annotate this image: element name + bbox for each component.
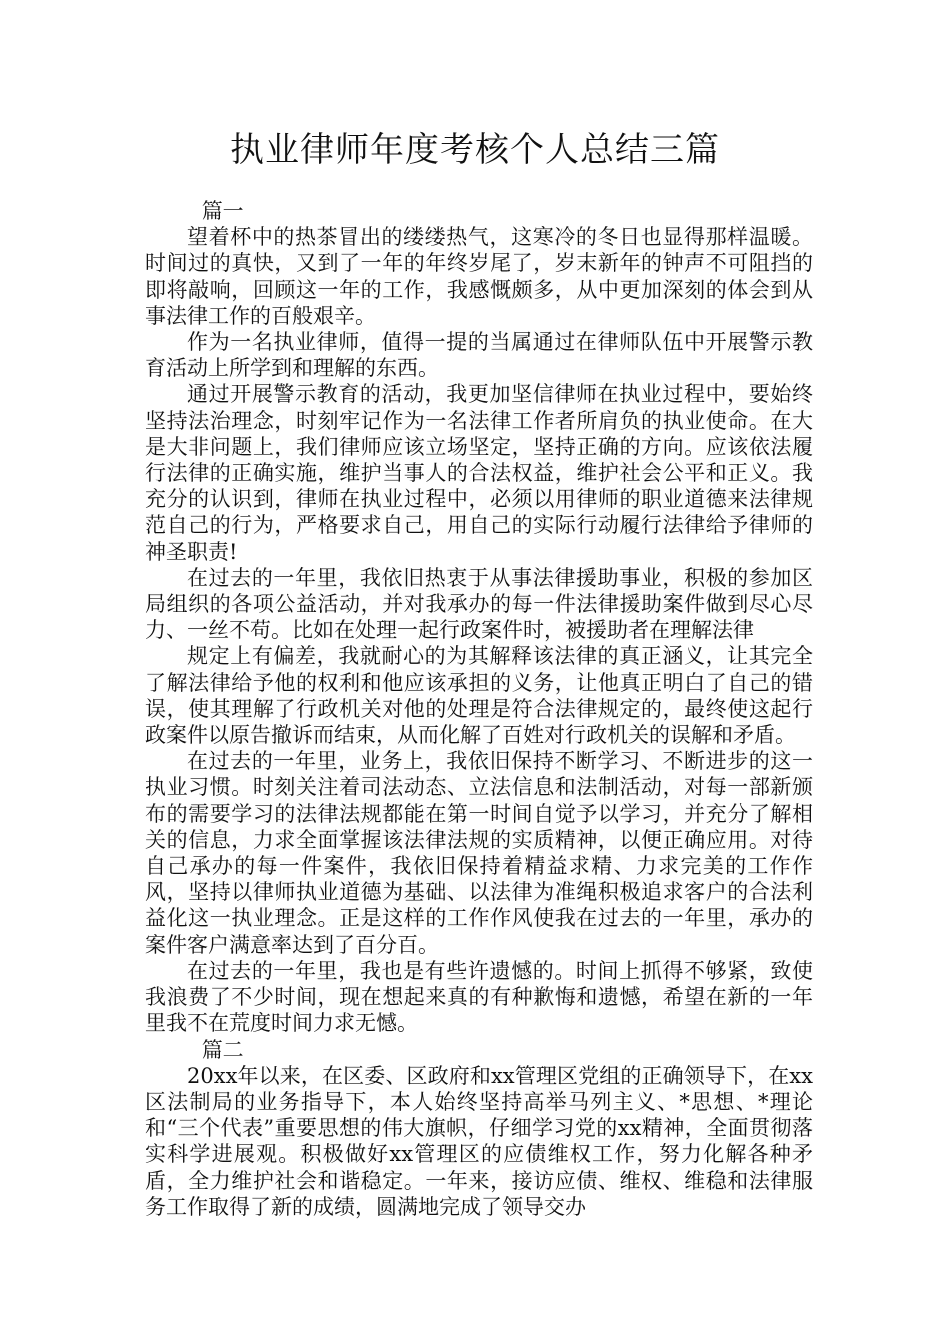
- paragraph: 规定上有偏差，我就耐心的为其解释该法律的真正涵义，让其完全了解法律给予他的权利和他应该承担的义务，让他真正明白了自己的错误，使其理解了行政机关对他的处理是符合法律规定的，最终使这起行政案件以原告撤诉而结束，从而化解了百姓对行政机关的误解和矛盾。: [145, 644, 813, 748]
- paragraph: 在过去的一年里，业务上，我依旧保持不断学习、不断进步的这一执业习惯。时刻关注着司法动态、立法信息和法制活动，对每一部新颁布的需要学习的法律法规都能在第一时间自觉予以学习，并充分了解相关的信息，力求全面掌握该法律法规的实质精神，以便正确应用。对待自己承办的每一件案件，我依旧保持着精益求精、力求完美的工作作风，坚持以律师执业道德为基础、以法律为准绳积极追求客户的合法利益化这一执业理念。正是这样的工作作风使我在过去的一年里，承办的案件客户满意率达到了百分百。: [145, 749, 813, 957]
- section-heading-2: 篇二: [201, 1037, 244, 1062]
- paragraph: 在过去的一年里，我依旧热衷于从事法律援助事业，积极的参加区局组织的各项公益活动，并对我承办的每一件法律援助案件做到尽心尽力、一丝不苟。比如在处理一起行政案件时，被援助者在理解法律: [145, 565, 813, 643]
- paragraph: 20xx年以来，在区委、区政府和xx管理区党组的正确领导下，在xx区法制局的业务指导下，本人始终坚持高举马列主义、*思想、*理论和“三个代表”重要思想的伟大旗帜，仔细学习党的xx精神，全面贯彻落实科学进展观。积极做好xx管理区的应债维权工作，努力化解各种矛盾，全力维护社会和谐稳定。一年来，接访应债、维权、维稳和法律服务工作取得了新的成绩，圆满地完成了领导交办: [145, 1063, 813, 1219]
- paragraph: 作为一名执业律师，值得一提的当属通过在律师队伍中开展警示教育活动上所学到和理解的东西。: [145, 330, 813, 381]
- paragraph: 在过去的一年里，我也是有些许遗憾的。时间上抓得不够紧，致使我浪费了不少时间，现在想起来真的有种歉悔和遗憾，希望在新的一年里我不在荒度时间力求无憾。: [145, 958, 813, 1036]
- section-heading-1: 篇一: [201, 199, 244, 223]
- paragraph: 望着杯中的热茶冒出的缕缕热气，这寒冷的冬日也显得那样温暖。时间过的真快，又到了一年的年终岁尾了，岁末新年的钟声不可阻挡的即将敲响，回顾这一年的工作，我感慨颇多，从中更加深刻的体会到从事法律工作的百般艰辛。: [145, 225, 813, 328]
- paragraph: 通过开展警示教育的活动，我更加坚信律师在执业过程中，要始终坚持法治理念，时刻牢记作为一名法律工作者所肩负的执业使命。在大是大非问题上，我们律师应该立场坚定，坚持正确的方向。应该依法履行法律的正确实施，维护当事人的合法权益，维护社会公平和正义。我充分的认识到，律师在执业过程中，必须以用律师的职业道德来法律规范自己的行为，严格要求自己，用自己的实际行动履行法律给予律师的神圣职责!: [145, 382, 813, 564]
- document-body: [145, 198, 813, 1220]
- document-title: 执业律师年度考核个人总结三篇: [230, 130, 720, 170]
